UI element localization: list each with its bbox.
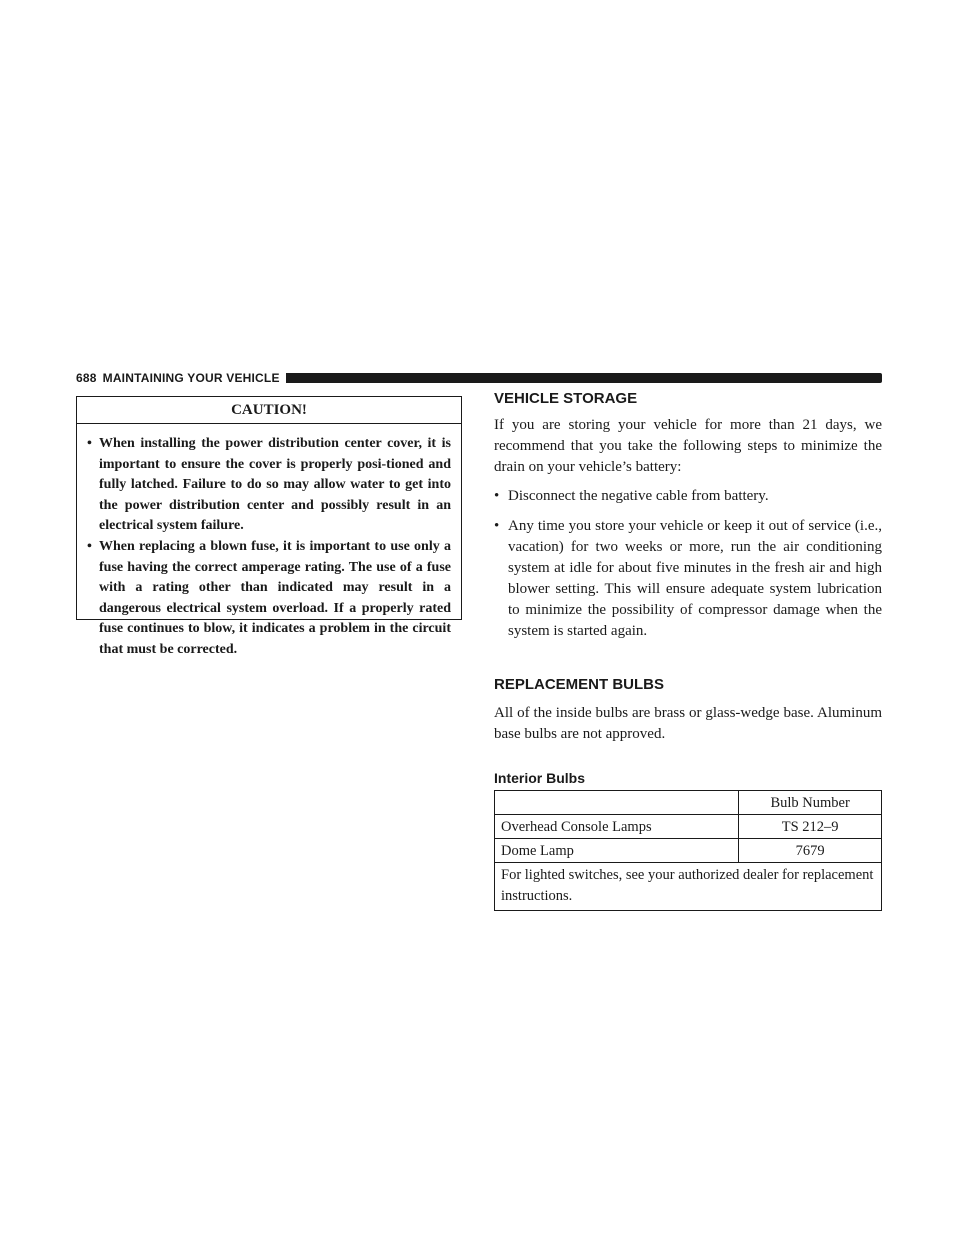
vehicle-storage-intro: If you are storing your vehicle for more than 21 days, we recommend that you take the following steps to minimize the drain on your vehicle’s battery: <box>494 417 882 475</box>
bullet-icon: • <box>494 518 500 534</box>
interior-bulbs-table <box>494 790 882 911</box>
right-column <box>494 390 882 911</box>
caution-title: CAUTION! <box>77 397 461 424</box>
table-row <box>495 839 882 863</box>
table-note-row <box>495 863 882 911</box>
table-header-cell: Bulb Number <box>739 791 882 815</box>
vehicle-storage-heading: VEHICLE STORAGE <box>494 390 638 407</box>
bullet-icon: • <box>494 488 500 504</box>
list-item-text: Any time you store your vehicle or keep it out of service (i.e., vacation) for two weeks or more, run the air conditioning system at idle for about five minutes in the fresh air and high blower setting. This will ensure adequate system lubrication to minimize the possibility of compressor damage when the system is started again. <box>508 518 882 639</box>
bullet-icon: • <box>87 538 92 554</box>
caution-item <box>87 537 451 661</box>
caution-item-text: When replacing a blown fuse, it is important to use only a fuse having the correct amperage rating. The use of a fuse with a rating other than indicated may result in a dangerous electrical system overload. If a properly rated fuse continues to blow, it indicates a problem in the circuit that must be corrected. <box>99 538 451 657</box>
page-number: 688 <box>76 371 97 385</box>
table-header-cell <box>495 791 739 815</box>
list-item <box>494 516 882 642</box>
table-cell: TS 212–9 <box>739 815 882 839</box>
table-cell: 7679 <box>739 839 882 863</box>
table-header-row <box>495 791 882 815</box>
caution-box <box>76 396 462 657</box>
header-rule <box>286 373 882 383</box>
bullet-icon: • <box>87 436 92 451</box>
replacement-bulbs-heading: REPLACEMENT BULBS <box>494 676 665 693</box>
table-row <box>495 815 882 839</box>
caution-item <box>87 434 451 537</box>
list-item-text: Disconnect the negative cable from battery. <box>508 488 769 504</box>
caution-item-text: When installing the power distribution center cover, it is important to ensure the cover is properly posi-tioned and fully latched. Failure to do so may allow water to get into the power distribution center and possibly result in an electrical system failure. <box>99 436 451 534</box>
list-item <box>494 486 882 507</box>
table-note: For lighted switches, see your authorized dealer for replacement instructions. <box>495 863 882 911</box>
interior-bulbs-heading: Interior Bulbs <box>494 770 586 786</box>
replacement-bulbs-intro: All of the inside bulbs are brass or glass-wedge base. Aluminum base bulbs are not approved. <box>494 705 882 742</box>
section-title: MAINTAINING YOUR VEHICLE <box>102 371 280 385</box>
caution-list <box>77 424 461 661</box>
table-cell: Dome Lamp <box>495 839 739 863</box>
vehicle-storage-list <box>494 486 882 642</box>
page-header <box>76 370 882 386</box>
table-cell: Overhead Console Lamps <box>495 815 739 839</box>
